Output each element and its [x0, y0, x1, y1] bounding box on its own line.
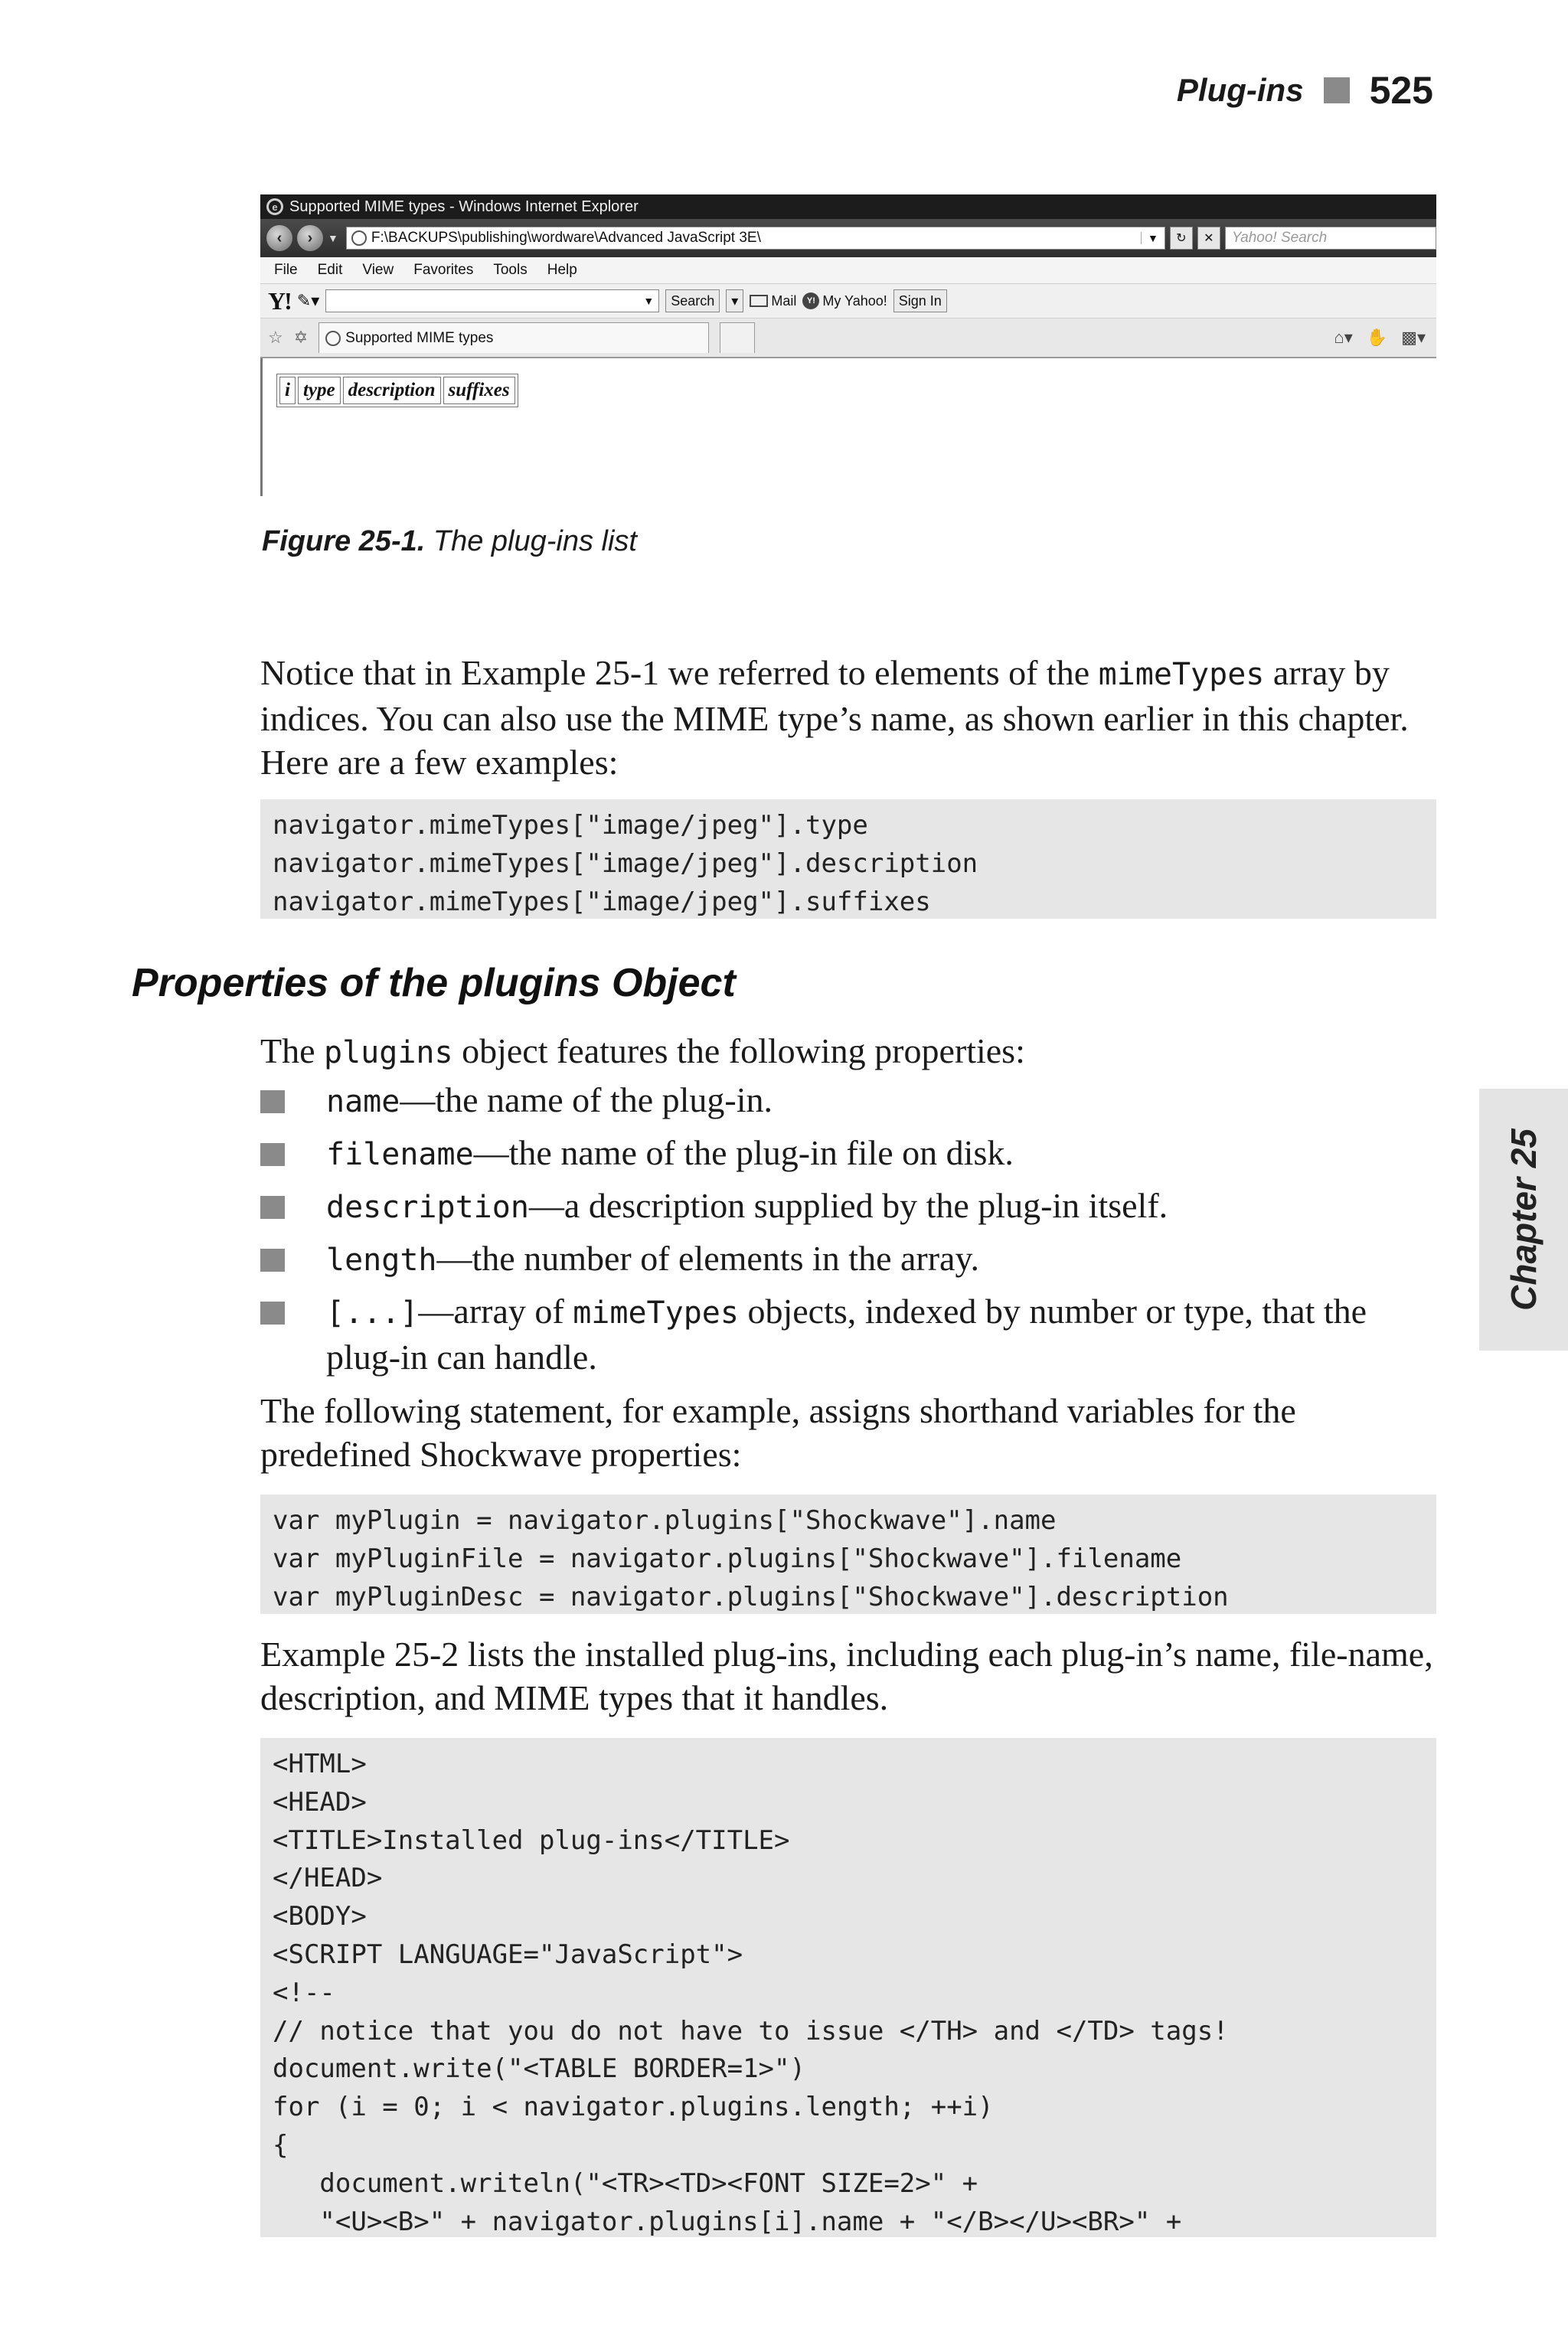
yahoo-search-dropdown-icon[interactable]: ▼ [643, 295, 655, 307]
mime-types-table [276, 374, 518, 407]
hand-icon[interactable]: ✋ [1366, 328, 1388, 347]
inline-code: plugins [324, 1035, 453, 1070]
my-yahoo-link[interactable] [802, 292, 887, 309]
property-name: name [326, 1084, 400, 1119]
code-block-example-25-2: <HTML> <HEAD> <TITLE>Installed plug-ins</TITLE> </HEAD> <BODY> <SCRIPT LANGUAGE="JavaScript"> <!-- // notice that you do not have to issue </TH> and </TD> tags! document.write("<TABLE BORDER=1>") for (i = 0; i < navigator.plugins.length; ++i) { document.writeln("<TR><TD><FONT SIZE=2>" + "<U><B>" + navigator.plugins[i].name + "</B></U><BR>" + [260, 1738, 1436, 2237]
window-titlebar [260, 194, 1436, 219]
table-header-i: i [279, 377, 296, 404]
yahoo-search-input[interactable] [325, 289, 659, 312]
pencil-icon[interactable]: ✎▾ [296, 291, 320, 310]
table-header-suffixes: suffixes [443, 377, 515, 404]
paragraph-shockwave: The following statement, for example, assigns shorthand variables for the predefined Shockwave properties: [260, 1391, 1296, 1474]
paragraph-example-25-2: Example 25-2 lists the installed plug-ins, including each plug-in’s name, file-name, description, and MIME types that it handles. [260, 1635, 1433, 1717]
list-item [260, 1289, 1439, 1379]
forward-arrow-icon[interactable]: › [297, 225, 323, 251]
code-block-mimetypes: navigator.mimeTypes["image/jpeg"].type navigator.mimeTypes["image/jpeg"].description navigator.mimeTypes["image/jpeg"].suffixes [260, 799, 1436, 919]
property-name: [...] [326, 1295, 419, 1331]
table-header-row [279, 377, 515, 404]
running-header-title: Plug-ins [1176, 72, 1304, 108]
tab-title: Supported MIME types [345, 329, 494, 346]
paragraph-text: object features the following properties: [452, 1031, 1025, 1070]
address-dropdown-icon[interactable]: ▼ [1141, 232, 1165, 244]
list-item [260, 1236, 1439, 1282]
yahoo-mail-link[interactable] [750, 293, 796, 309]
page-icon [351, 230, 367, 246]
feeds-icon[interactable]: ▩▾ [1401, 328, 1426, 347]
paragraph-mimetypes-indices [260, 651, 1439, 784]
chapter-tab [1479, 1089, 1568, 1351]
bullet-square-icon [260, 1143, 285, 1166]
inline-code: mimeTypes [1098, 657, 1265, 692]
property-description: —a description supplied by the plug-in itself. [528, 1186, 1168, 1225]
figure-label: Figure 25-1. [262, 525, 426, 557]
paragraph-plugins-intro [260, 1029, 1439, 1075]
bullet-square-icon [260, 1249, 285, 1272]
yahoo-logo[interactable]: Y! [268, 286, 291, 315]
code-block-shockwave: var myPlugin = navigator.plugins["Shockwave"].name var myPluginFile = navigator.plugins["Shockwave"].filename var myPluginDesc = navigator.plugins["Shockwave"].description [260, 1494, 1436, 1614]
figure-caption [262, 525, 637, 558]
yahoo-search-dropdown-button[interactable]: ▾ [726, 289, 743, 312]
tab-page-icon [325, 331, 341, 346]
yahoo-mail-label: Mail [771, 292, 797, 309]
paragraph-text: array by indices. You can also use the MIME type’s name, as shown earlier in this chapter. Here are a few examples: [260, 653, 1409, 782]
search-input[interactable]: Yahoo! Search [1225, 227, 1436, 250]
menu-item-help[interactable]: Help [547, 262, 577, 278]
bullet-square-icon [260, 1090, 285, 1113]
properties-list [260, 1078, 1439, 1386]
stop-icon[interactable]: ✕ [1197, 227, 1220, 250]
page-number: 525 [1369, 69, 1433, 112]
menu-item-file[interactable]: File [274, 262, 298, 278]
figure-caption-text: The plug-ins list [425, 525, 637, 557]
table-header-type: type [298, 377, 341, 404]
ie-logo-icon: e [266, 198, 283, 215]
favorites-star-icon[interactable]: ☆ [268, 328, 283, 347]
paragraph-text: The [260, 1031, 325, 1070]
menu-item-favorites[interactable]: Favorites [413, 262, 474, 278]
command-bar [1334, 328, 1436, 348]
menu-item-view[interactable]: View [362, 262, 394, 278]
header-square-icon [1324, 77, 1350, 103]
property-description: —the number of elements in the array. [436, 1239, 979, 1278]
property-name: filename [326, 1137, 474, 1172]
mail-icon [750, 295, 768, 307]
property-name: length [326, 1243, 437, 1278]
running-header [1177, 66, 1433, 115]
browser-screenshot-figure [260, 194, 1436, 516]
back-arrow-icon[interactable]: ‹ [266, 225, 292, 251]
table-header-description: description [343, 377, 441, 404]
property-description: —the name of the plug-in file on disk. [473, 1133, 1014, 1172]
bullet-square-icon [260, 1302, 285, 1325]
bullet-square-icon [260, 1196, 285, 1219]
paragraph-text: Notice that in Example 25-1 we referred to elements of the [260, 653, 1099, 692]
tab-bar [260, 318, 1436, 358]
home-icon[interactable]: ⌂▾ [1334, 328, 1353, 347]
property-name: description [326, 1190, 529, 1225]
sign-in-button[interactable]: Sign In [893, 289, 947, 312]
menu-bar [260, 257, 1436, 284]
property-description: objects, indexed by number or type, that the plug-in can handle. [326, 1292, 1367, 1377]
page-content-area [260, 358, 1436, 496]
yahoo-search-button[interactable]: Search [665, 289, 720, 312]
property-description: —array of [418, 1292, 573, 1331]
history-dropdown-icon[interactable]: ▼ [328, 232, 338, 244]
my-yahoo-label: My Yahoo! [822, 292, 887, 309]
address-input[interactable] [346, 227, 1165, 250]
tab-supported-mime-types[interactable] [318, 322, 709, 353]
property-description: —the name of the plug-in. [400, 1080, 773, 1119]
section-heading: Properties of the plugins Object [132, 961, 736, 1005]
new-tab-button[interactable] [720, 322, 755, 353]
menu-item-tools[interactable]: Tools [493, 262, 528, 278]
list-item [260, 1184, 1439, 1230]
list-item [260, 1078, 1439, 1124]
inline-code: mimeTypes [573, 1295, 739, 1331]
window-title: Supported MIME types - Windows Internet Explorer [289, 198, 639, 215]
yahoo-circle-icon: Y! [802, 292, 819, 309]
address-toolbar [260, 219, 1436, 257]
refresh-icon[interactable]: ↻ [1170, 227, 1193, 250]
yahoo-toolbar [260, 284, 1436, 318]
chapter-tab-label: Chapter 25 [1504, 1129, 1544, 1311]
menu-item-edit[interactable]: Edit [317, 262, 343, 278]
list-item [260, 1131, 1439, 1177]
address-text: F:\BACKUPS\publishing\wordware\Advanced JavaScript 3E\ [371, 230, 761, 246]
add-favorite-icon[interactable]: ✡ [293, 328, 309, 347]
